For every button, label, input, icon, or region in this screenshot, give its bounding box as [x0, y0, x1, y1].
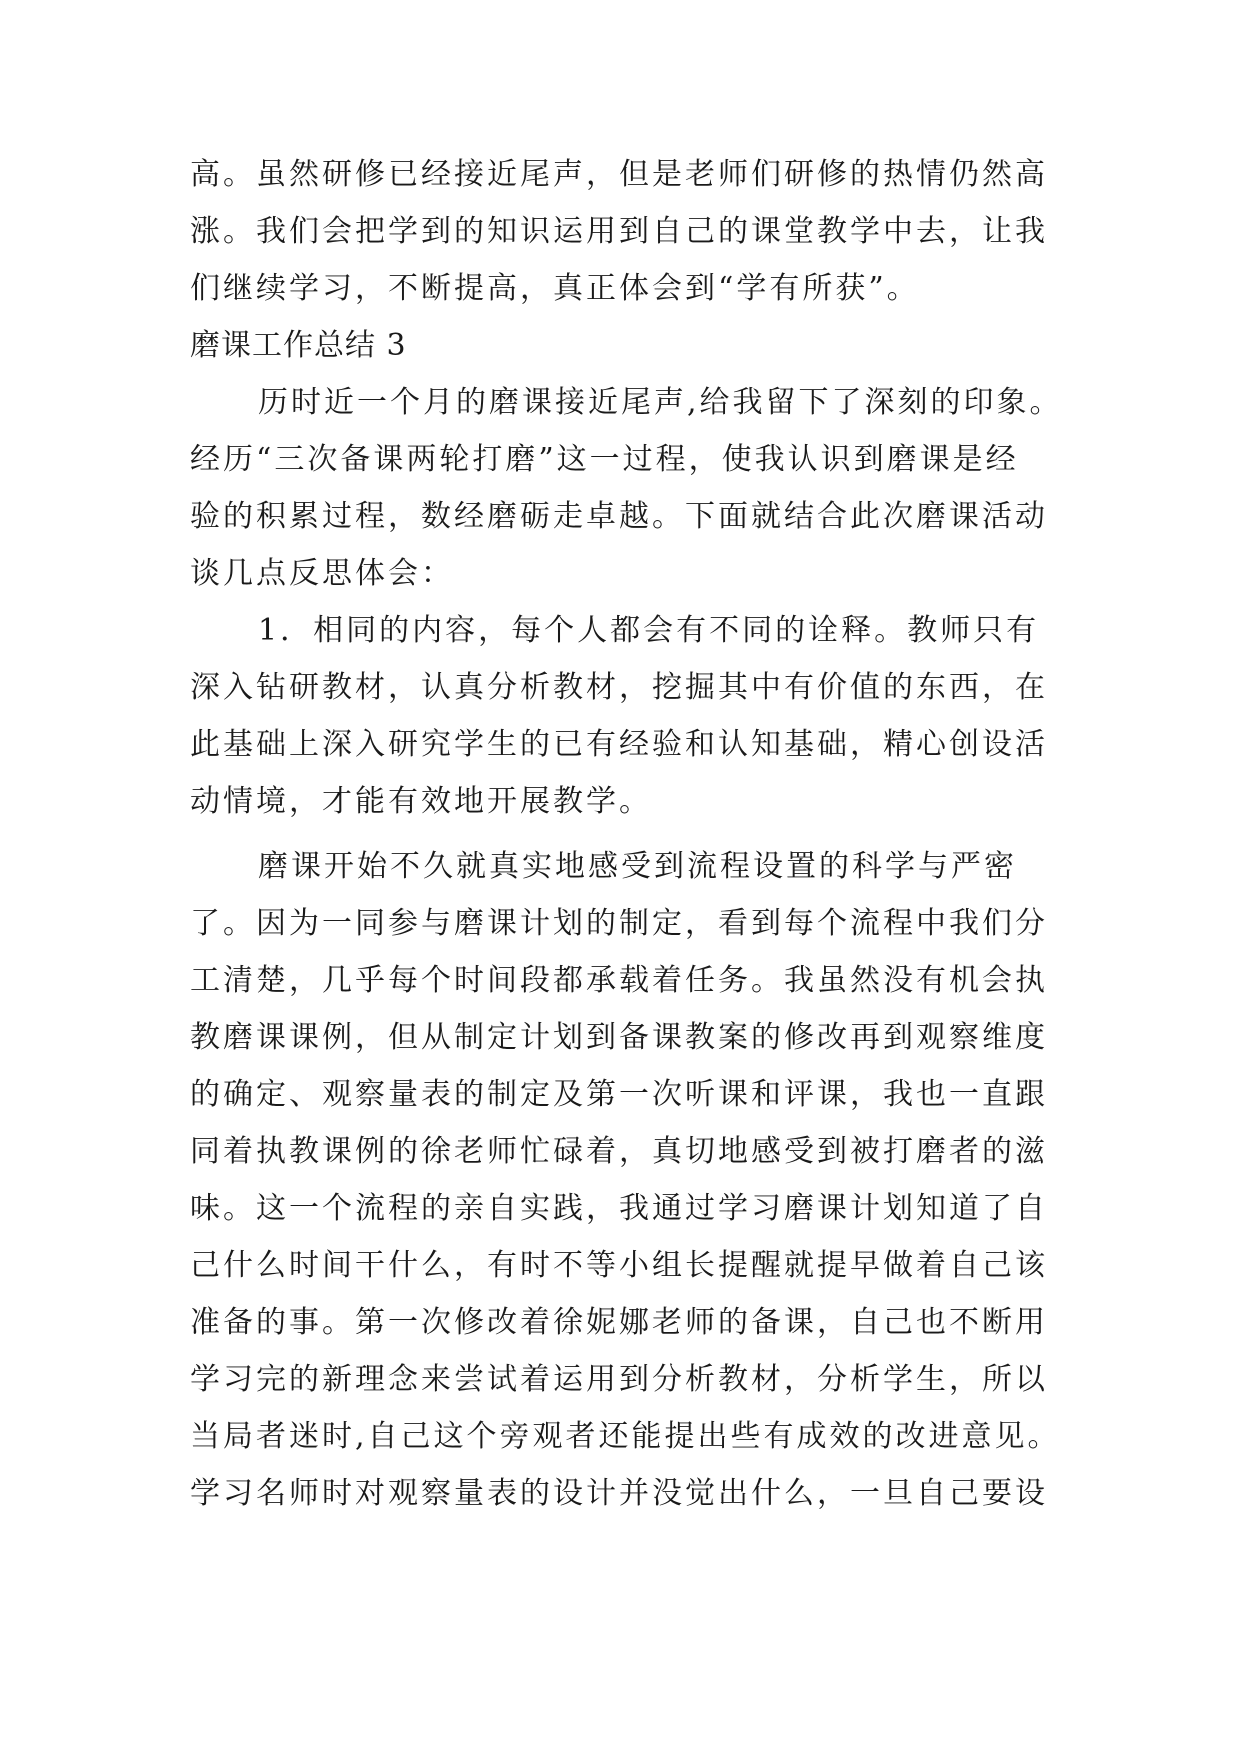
document-body: [190, 146, 1063, 1522]
text-line: 的确定、观察量表的制定及第一次听课和评课，我也一直跟: [190, 1077, 1048, 1112]
text-line: 教磨课课例，但从制定计划到备课教案的修改再到观察维度: [190, 1020, 1048, 1055]
text-line: 学习名师时对观察量表的设计并没觉出什么，一旦自己要设: [190, 1476, 1048, 1511]
text-line: 验的积累过程，数经磨砺走卓越。下面就结合此次磨课活动: [190, 499, 1048, 534]
section-heading: [190, 317, 1048, 374]
text-line: 工清楚，几乎每个时间段都承载着任务。我虽然没有机会执: [190, 963, 1048, 998]
text-line: 涨。我们会把学到的知识运用到自己的课堂教学中去，让我: [190, 214, 1048, 249]
text-line: 己什么时间干什么，有时不等小组长提醒就提早做着自己该: [190, 1248, 1048, 1283]
text-line: 准备的事。第一次修改着徐妮娜老师的备课，自己也不断用: [190, 1305, 1048, 1340]
text-line: 当局者迷时,自己这个旁观者还能提出些有成效的改进意见。: [190, 1419, 1061, 1454]
text-line: 了。因为一同参与磨课计划的制定，看到每个流程中我们分: [190, 906, 1048, 941]
paragraph-point-1: [190, 602, 1048, 830]
text-line: 同着执教课例的徐老师忙碌着，真切地感受到被打磨者的滋: [190, 1134, 1048, 1169]
text-line: 此基础上深入研究学生的已有经验和认知基础，精心创设活: [190, 727, 1048, 762]
text-line: 们继续学习，不断提高，真正体会到“学有所获”。: [190, 271, 920, 306]
text-line: 谈几点反思体会：: [190, 556, 454, 591]
paragraph-intro: [190, 374, 1063, 602]
text-line: 深入钻研教材，认真分析教材，挖掘其中有价值的东西，在: [190, 670, 1048, 705]
text-line: 经历“三次备课两轮打磨”这一过程，使我认识到磨课是经: [190, 442, 1019, 477]
text-line: 高。虽然研修已经接近尾声，但是老师们研修的热情仍然高: [190, 157, 1048, 192]
paragraph-reflection: [190, 838, 1061, 1522]
text-line: 磨课开始不久就真实地感受到流程设置的科学与严密: [258, 849, 1017, 884]
text-line: 历时近一个月的磨课接近尾声,给我留下了深刻的印象。: [258, 385, 1063, 420]
text-line: 味。这一个流程的亲自实践，我通过学习磨课计划知道了自: [190, 1191, 1048, 1226]
text-line: 动情境，才能有效地开展教学。: [190, 784, 652, 819]
paragraph-continuation: [190, 146, 1048, 317]
text-line: 1．相同的内容，每个人都会有不同的诠释。教师只有: [258, 613, 1040, 648]
heading-text: 磨课工作总结 3: [190, 328, 407, 363]
text-line: 学习完的新理念来尝试着运用到分析教材，分析学生，所以: [190, 1362, 1048, 1397]
